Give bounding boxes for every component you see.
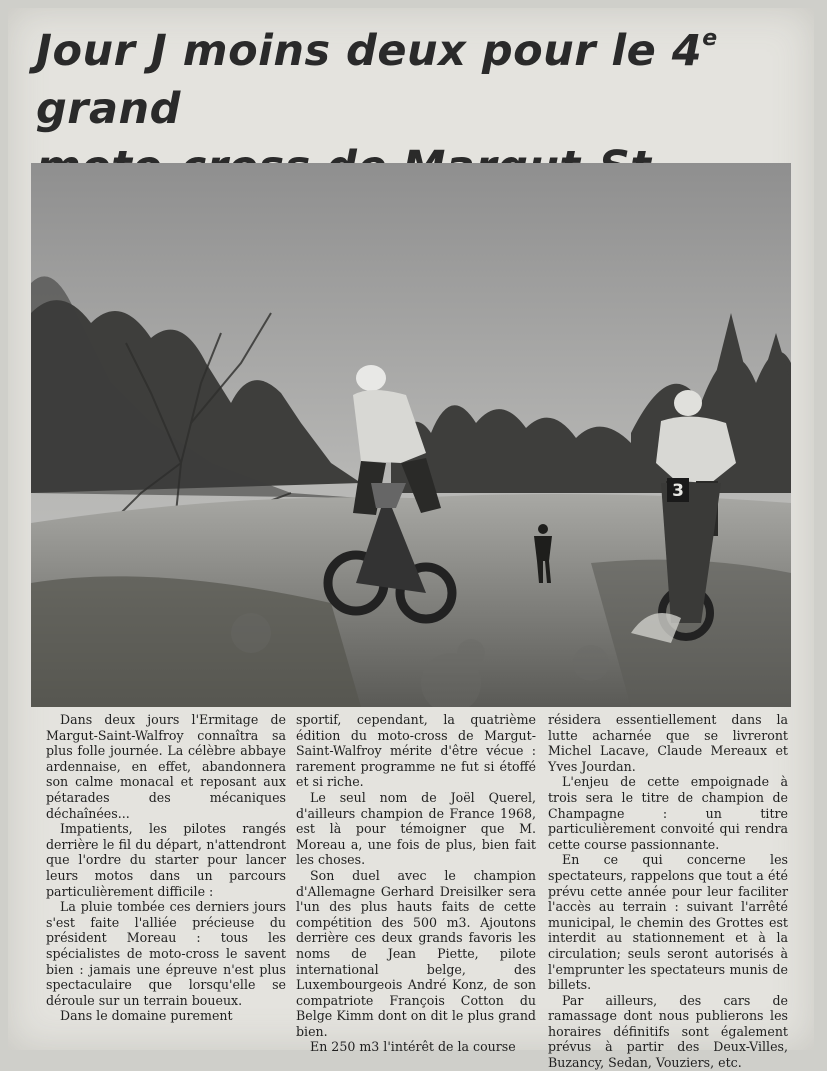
paragraph: Dans deux jours l'Ermitage de Margut-Saint-Walfroy connaîtra sa plus folle journée. La célèbre abbaye ardennaise, en effet, abandonnera son calme monacal et reposant aux pétarades des mécaniques déchaînées...: [46, 712, 286, 821]
column-2: [296, 712, 536, 1055]
paragraph: La pluie tombée ces derniers jours s'est faite l'alliée précieuse du président Moreau : tous les spécialistes de moto-cross le savent bien : jamais une épreuve n'est plus spectaculaire que lorsqu'elle se déroule sur un terrain boueux.: [46, 899, 286, 1008]
paragraph: L'enjeu de cette empoignade à trois sera le titre de champion de Champagne : un titre particulièrement convoité qui rendra cette course passionnante.: [548, 774, 788, 852]
headline-line-1-end: grand: [36, 84, 181, 134]
paragraph: Dans le domaine purement: [60, 1008, 233, 1024]
article-body: [46, 712, 804, 1071]
paragraph-continued: résidera essentiellement dans la lutte acharnée que se livreront Michel Lacave, Claude Mereaux et Yves Jourdan.: [548, 712, 788, 774]
column-3: [548, 712, 788, 1071]
paragraph: Le seul nom de Joël Querel, d'ailleurs champion de France 1968, est là pour témoigner que M. Moreau a, une fois de plus, bien fait les choses.: [296, 789, 536, 868]
headline-line-1: Jour J moins deux pour le 4: [36, 26, 703, 76]
paragraph: En ce qui concerne les spectateurs, rappelons que tout a été prévu cette année pour leur faciliter l'accès au terrain : suivant l'arrêté municipal, le chemin des Grottes est interdit au stationnement et à la circulation; seuls seront autorisés à l'emprunter les spectateurs munis de billets.: [548, 852, 788, 993]
race-number: 3: [672, 481, 684, 501]
paragraph-continued: sportif, cependant, la quatrième édition du moto-cross de Margut-Saint-Walfroy mérite d'être vécue : rarement programme ne fut si étoffé et si riche.: [296, 712, 536, 790]
paragraph: Par ailleurs, des cars de ramassage dont nous publierons les horaires définitifs sont également prévus à partir des Deux-Villes, Buzancy, Sedan, Vouziers, etc.: [548, 992, 788, 1071]
paragraph: Impatients, les pilotes rangés derrière le fil du départ, n'attendront que l'ordre du starter pour lancer leurs motos dans un parcours particulièrement difficile :: [46, 821, 286, 899]
headline-ordinal: e: [702, 26, 718, 51]
column-1: [46, 712, 286, 1024]
paragraph: En 250 m3 l'intérêt de la course: [310, 1039, 516, 1055]
photo-illustration: [31, 163, 791, 707]
paragraph: Son duel avec le champion d'Allemagne Gerhard Dreisilker sera l'un des plus hauts faits de cette compétition des 500 m3. Ajoutons derrière ces deux grands favoris les noms de Jean Piette, pilote international belge, des Luxembourgeois André Konz, de son compatriote François Cotton du Belge Kimm dont on dit le plus grand bien.: [296, 867, 536, 1039]
motocross-photo: [31, 163, 791, 707]
